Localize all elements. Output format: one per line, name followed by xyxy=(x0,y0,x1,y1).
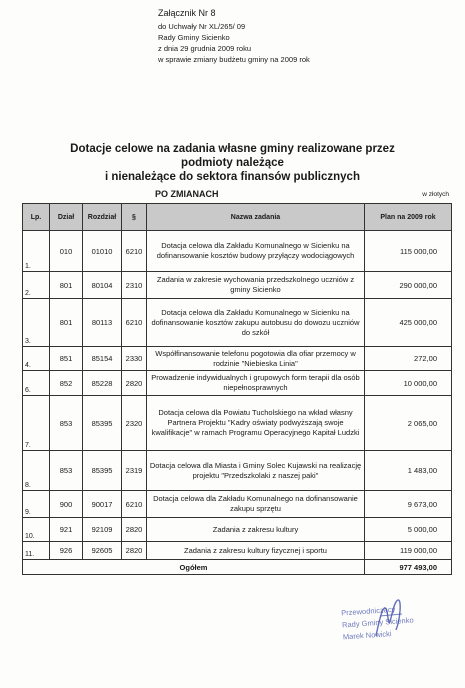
cell-lp: 7. xyxy=(23,396,50,451)
cell-dzial: 010 xyxy=(50,231,83,272)
table-header-row xyxy=(23,204,452,231)
header-line-2: Rady Gminy Sicienko xyxy=(158,33,230,42)
heading-line-2: podmioty należące xyxy=(181,157,284,169)
cell-dzial: 921 xyxy=(50,518,83,542)
heading-line-3: i nienależące do sektora finansów publicznych xyxy=(105,171,360,183)
cell-task-name: Dotacja celowa dla Powiatu Tucholskiego na wkład własny Partnera Projektu "Kadry oświaty podwyższają swoje kwalifikacje" w ramach Programu Operacyjnego Kapitał Ludzki xyxy=(147,396,365,451)
cell-lp: 2. xyxy=(23,272,50,299)
table-row xyxy=(23,518,452,542)
document-header xyxy=(158,8,310,65)
stamp-line-3: Marek Nowicki xyxy=(342,629,392,642)
cell-dzial: 801 xyxy=(50,299,83,347)
heading-line-1: Dotacje celowe na zadania własne gminy realizowane przez xyxy=(70,143,395,155)
cell-paragraph: 2310 xyxy=(122,272,147,299)
cell-plan: 115 000,00 xyxy=(365,231,452,272)
cell-plan: 5 000,00 xyxy=(365,518,452,542)
cell-lp: 1. xyxy=(23,231,50,272)
stamp-line-2: Rady Gminy Sicienko xyxy=(341,615,414,630)
cell-task-name: Dotacja celowa dla Zakładu Komunalnego w Sicienku na dofinansowanie kosztów budowy przyłączy wodociągowych xyxy=(147,231,365,272)
cell-task-name: Dotacja celowa dla Zakładu Komunalnego na dofinansowanie zakupu sprzętu xyxy=(147,491,365,518)
cell-lp: 3. xyxy=(23,299,50,347)
cell-plan: 9 673,00 xyxy=(365,491,452,518)
cell-dzial: 926 xyxy=(50,542,83,560)
cell-plan: 1 483,00 xyxy=(365,451,452,491)
col-task-name: Nazwa zadania xyxy=(147,204,365,231)
cell-rozdzial: 85228 xyxy=(83,371,122,396)
header-line-3: z dnia 29 grudnia 2009 roku xyxy=(158,44,251,53)
cell-paragraph: 6210 xyxy=(122,491,147,518)
cell-lp: 10. xyxy=(23,518,50,542)
cell-task-name: Współfinansowanie telefonu pogotowia dla ofiar przemocy w rodzinie "Niebieska Linia" xyxy=(147,347,365,371)
header-line-4: w sprawie zmiany budżetu gminy na 2009 rok xyxy=(158,55,310,64)
stamp-line-1: Przewodniczący xyxy=(340,604,396,618)
table-row xyxy=(23,371,452,396)
total-value: 977 493,00 xyxy=(365,560,452,575)
table-row xyxy=(23,491,452,518)
cell-plan: 290 000,00 xyxy=(365,272,452,299)
signature-mark xyxy=(372,596,406,644)
cell-paragraph: 6210 xyxy=(122,231,147,272)
cell-paragraph: 2319 xyxy=(122,451,147,491)
cell-task-name: Dotacja celowa dla Miasta i Gminy Solec Kujawski na realizację projektu "Przedszkolaki z naszej paki" xyxy=(147,451,365,491)
cell-paragraph: 2320 xyxy=(122,396,147,451)
cell-rozdzial: 85154 xyxy=(83,347,122,371)
table-row xyxy=(23,272,452,299)
cell-rozdzial: 01010 xyxy=(83,231,122,272)
cell-plan: 119 000,00 xyxy=(365,542,452,560)
cell-dzial: 853 xyxy=(50,451,83,491)
cell-dzial: 853 xyxy=(50,396,83,451)
cell-paragraph: 2820 xyxy=(122,371,147,396)
col-dzial: Dział xyxy=(50,204,83,231)
cell-plan: 425 000,00 xyxy=(365,299,452,347)
cell-task-name: Prowadzenie indywidualnych i grupowych form terapii dla osób niepełnosprawnych xyxy=(147,371,365,396)
cell-lp: 8. xyxy=(23,451,50,491)
cell-rozdzial: 80113 xyxy=(83,299,122,347)
subsidies-table xyxy=(22,203,452,575)
table-row xyxy=(23,347,452,371)
attachment-title: Załącznik Nr 8 xyxy=(158,8,216,18)
cell-paragraph: 2820 xyxy=(122,518,147,542)
cell-paragraph: 6210 xyxy=(122,299,147,347)
table-row xyxy=(23,542,452,560)
cell-task-name: Dotacja celowa dla Zakładu Komunalnego w Sicienku na dofinansowanie kosztów zakupu autobusu do dowozu uczniów do szkół xyxy=(147,299,365,347)
cell-lp: 4. xyxy=(23,347,50,371)
cell-lp: 6. xyxy=(23,371,50,396)
cell-rozdzial: 85395 xyxy=(83,396,122,451)
table-row xyxy=(23,451,452,491)
cell-lp: 11. xyxy=(23,542,50,560)
cell-lp: 9. xyxy=(23,491,50,518)
cell-dzial: 801 xyxy=(50,272,83,299)
cell-task-name: Zadania z zakresu kultury fizycznej i sportu xyxy=(147,542,365,560)
cell-plan: 10 000,00 xyxy=(365,371,452,396)
cell-rozdzial: 92109 xyxy=(83,518,122,542)
cell-paragraph: 2820 xyxy=(122,542,147,560)
table-row xyxy=(23,299,452,347)
table-row xyxy=(23,396,452,451)
total-label: Ogółem xyxy=(23,560,365,575)
cell-plan: 272,00 xyxy=(365,347,452,371)
cell-plan: 2 065,00 xyxy=(365,396,452,451)
currency-unit: w złotych xyxy=(422,191,449,198)
total-row xyxy=(23,560,452,575)
cell-paragraph: 2330 xyxy=(122,347,147,371)
col-lp: Lp. xyxy=(23,204,50,231)
subheading: PO ZMIANACH xyxy=(155,189,219,199)
cell-dzial: 851 xyxy=(50,347,83,371)
col-rozdzial: Rozdział xyxy=(83,204,122,231)
col-plan: Plan na 2009 rok xyxy=(365,204,452,231)
cell-rozdzial: 90017 xyxy=(83,491,122,518)
cell-task-name: Zadania z zakresu kultury xyxy=(147,518,365,542)
document-heading xyxy=(0,142,465,184)
cell-dzial: 852 xyxy=(50,371,83,396)
cell-rozdzial: 92605 xyxy=(83,542,122,560)
col-paragraph: § xyxy=(122,204,147,231)
cell-dzial: 900 xyxy=(50,491,83,518)
cell-rozdzial: 80104 xyxy=(83,272,122,299)
table-row xyxy=(23,231,452,272)
cell-task-name: Zadania w zakresie wychowania przedszkolnego uczniów z gminy Sicienko xyxy=(147,272,365,299)
cell-rozdzial: 85395 xyxy=(83,451,122,491)
header-line-1: do Uchwały Nr XL/265/ 09 xyxy=(158,22,246,31)
